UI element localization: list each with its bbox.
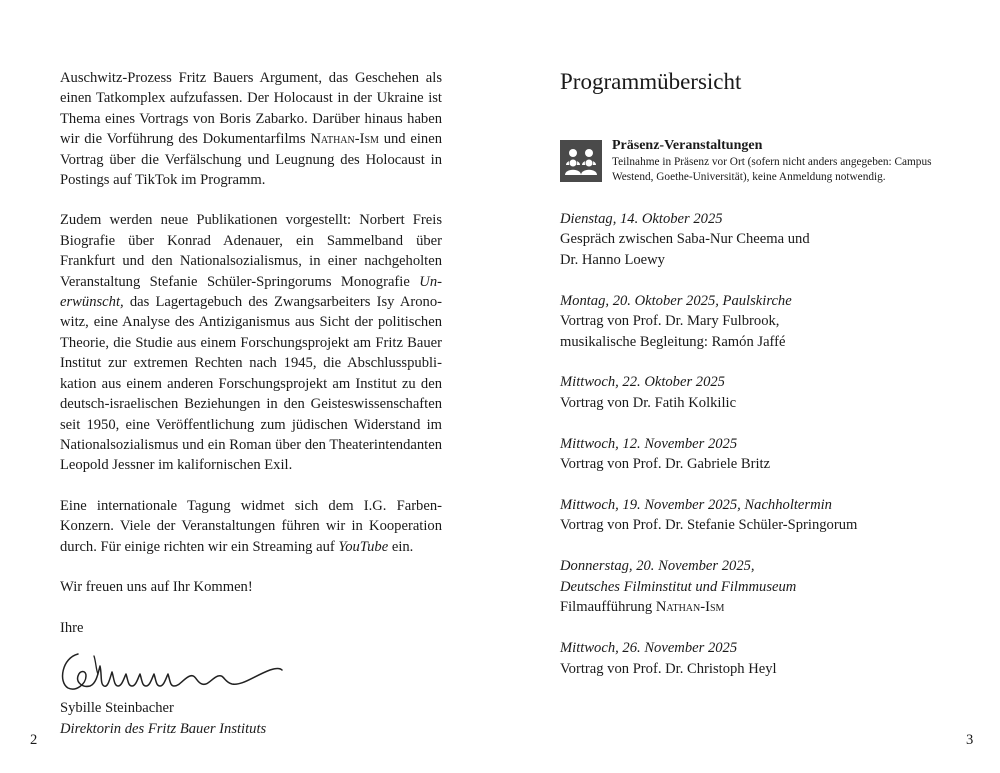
event-description: Gespräch zwischen Saba-Nur Cheema und [560,231,810,248]
group-people-icon [560,140,602,182]
platform-name: YouTube [338,538,389,555]
event-venue: Deutsches Filminstitut und Filmmuseum [560,578,797,595]
film-title: Nathan-Ism [310,131,379,148]
event-item [560,372,945,413]
signature-block [60,618,442,739]
event-item [560,638,945,679]
event-date: Mittwoch, 22. Oktober 2025 [560,374,725,391]
event-description: Dr. Hanno Loewy [560,251,665,268]
book-title: Unerwünscht, [60,273,442,311]
event-item [560,495,945,536]
handwritten-signature [56,644,286,696]
attendance-info-text [612,137,944,185]
signer-title: Direktorin des Fritz Bauer Instituts [60,720,267,737]
event-description: Vortrag von Prof. Dr. Christoph Heyl [560,660,777,677]
event-date: Mittwoch, 19. November 2025, Nachholtermin [560,497,832,514]
event-description: Vortrag von Prof. Dr. Gabriele Britz [560,456,771,473]
event-description: musikalische Begleitung: Ramón Jaffé [560,333,786,350]
event-date: Mittwoch, 12. November 2025 [560,435,738,452]
event-date: Mittwoch, 26. November 2025 [560,640,738,657]
paragraph-4: Wir freuen uns auf Ihr Kommen! [60,578,253,595]
event-description: Vortrag von Prof. Dr. Stefanie Schüler-Springorum [560,517,858,534]
closing-word: Ihre [60,620,84,636]
event-item [560,291,945,352]
event-description: Vortrag von Dr. Fatih Kolkilic [560,394,737,411]
right-page [500,0,1000,773]
page-title: Programmübersicht [560,69,742,94]
paragraph-1: Auschwitz-Prozess Fritz Bauers Argument, das Geschehen als einen Tatkomplex aufzufassen. Der Holocaust in der Ukraine ist Thema eines Vortrags von Boris Zabarko. Darüber hinaus haben wir die Vorführung des Dokumentarfilms Nathan-Ism und einen Vortrag über die Verfälschung und Leugnung des Holocaust in Postings auf TikTok im Programm. [60,70,442,189]
info-heading: Präsenz-Veranstaltungen [612,138,763,153]
event-description: Filmaufführung Nathan-Ism [560,599,725,616]
info-description: Teilnahme in Präsenz vor Ort (sofern nicht anders angegeben: Campus Westend, Goethe-Universität), keine Anmeldung notwendig. [612,156,932,184]
signer-name: Sybille Steinbacher [60,700,174,717]
event-item [560,209,945,270]
event-date: Dienstag, 14. Oktober 2025 [560,211,723,227]
film-title: Nathan-Ism [655,599,725,616]
event-date: Montag, 20. Oktober 2025, Paulskirche [560,292,792,309]
intro-text [60,68,442,597]
paragraph-2: Zudem werden neue Publikationen vorgestellt: Norbert Freis Biografie über Konrad Adenauer, ein Sammelband über Frankfurt und den Nationalsozialismus, in einer nachgeholten Veranstaltung Stefanie Schüler-Springorums Monografie Unerwünscht, das Lagertagebuch des Zwangsarbeiters Isy Aronowitz, eine Analyse des Antiziganismus aus Sicht der politischen Theorie, die Studie aus einem Forschungsprojekt am Fritz Bauer Institut zur extremen Rechten nach 1945, die Abschlusspublikation aus einem anderen Forschungsprojekt am Institut zu den deutsch-israelischen Beziehungen in den Geisteswissenschaften seit 1950, eine Veröffentlichung zum jüdischen Widerstand im Nationalsozialismus und ein Roman über den Theaterintendanten Leopold Jessner im kalifornischen Exil. [60,212,442,474]
page-number-right: 3 [966,732,974,748]
page-number-left: 2 [30,732,38,748]
event-item [560,434,945,475]
attendance-info [560,137,945,187]
paragraph-3: Eine internationale Tagung widmet sich dem I.G. Farben-Konzern. Viele der Veranstaltungen führen wir in Kooperation durch. Für einige richten wir ein Streaming auf YouTube ein. [60,497,442,555]
event-item [560,556,945,617]
event-date: Donnerstag, 20. November 2025, [560,558,755,575]
event-description: Vortrag von Prof. Dr. Mary Fulbrook, [560,313,780,330]
event-list [560,209,945,699]
